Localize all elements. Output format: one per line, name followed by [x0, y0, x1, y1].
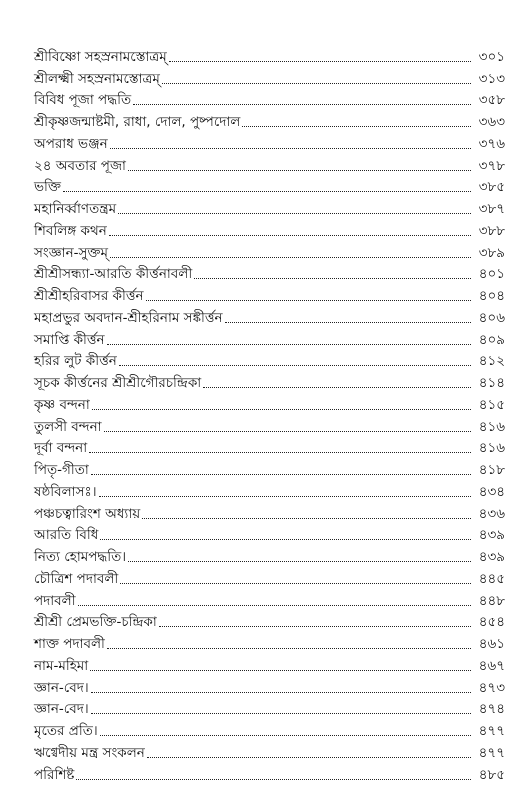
toc-entry-title: মৃতের প্রতি।	[34, 723, 98, 739]
toc-dot-leader	[133, 103, 471, 105]
toc-entry-title: মহাপ্রভুর অবদান-শ্রীহরিনাম সঙ্কীর্ত্তন	[34, 309, 223, 326]
toc-entry-title: ঋগ্বেদীয় মন্ত্র সংকলন	[34, 744, 145, 761]
toc-entry[interactable]	[34, 262, 505, 284]
toc-entry[interactable]	[34, 544, 505, 566]
toc-dot-leader	[147, 756, 471, 758]
toc-entry[interactable]	[34, 479, 505, 501]
toc-entry[interactable]	[34, 218, 505, 240]
toc-entry-title: বিবিধ পূজা পদ্ধতি	[34, 92, 132, 109]
toc-entry[interactable]	[34, 175, 505, 197]
toc-entry-page-number: ৪৩৯	[478, 549, 505, 565]
toc-dot-leader	[90, 669, 471, 671]
toc-dot-leader	[128, 169, 471, 171]
toc-dot-leader	[92, 408, 471, 410]
toc-entry[interactable]	[34, 392, 505, 414]
toc-entry-title: ষষ্ঠবিলাসঃ।	[34, 483, 97, 500]
toc-entry[interactable]	[34, 370, 505, 392]
toc-entry[interactable]	[34, 588, 505, 610]
toc-entry-title: শ্রীলক্ষ্মী সহস্রনামস্তোত্রম্	[34, 70, 160, 87]
toc-entry-page-number: ৩৬৩	[478, 114, 505, 130]
toc-entry-title: জ্ঞান-বেদ।	[34, 679, 89, 696]
toc-entry-title: সংজ্ঞান-সুক্তম্	[34, 244, 109, 261]
toc-entry[interactable]	[34, 414, 505, 436]
toc-entry[interactable]	[34, 44, 505, 66]
toc-entry-title: পদাবলী	[34, 592, 76, 609]
toc-entry-page-number: ৪৬১	[478, 636, 505, 652]
toc-entry[interactable]	[34, 566, 505, 588]
toc-entry-title: মহানির্ব্বাণতন্ত্রম	[34, 201, 117, 217]
toc-entry-title: শ্রীশ্রী প্রেমভক্তি-চন্দ্রিকা	[34, 614, 157, 631]
toc-dot-leader	[169, 60, 471, 62]
toc-dot-leader	[120, 582, 471, 584]
toc-entry-page-number: ৪১৮	[478, 462, 505, 478]
toc-entry-page-number: ৩৮৫	[478, 179, 505, 196]
toc-dot-leader	[107, 343, 471, 345]
toc-entry-title: ২৪ অবতার পূজা	[34, 157, 126, 174]
toc-entry[interactable]	[34, 501, 505, 523]
toc-entry[interactable]	[34, 240, 505, 262]
toc-dot-leader	[162, 82, 471, 84]
toc-dot-leader	[109, 234, 471, 236]
toc-entry-title: পিতৃ-গীতা	[34, 462, 89, 478]
toc-entry[interactable]	[34, 88, 505, 110]
toc-dot-leader	[128, 560, 471, 562]
toc-entry-page-number: ৪০৪	[478, 288, 505, 304]
toc-entry[interactable]	[34, 762, 505, 784]
toc-entry-page-number: ৪১৬	[478, 440, 505, 457]
toc-entry-title: শাক্ত পদাবলী	[34, 636, 105, 652]
toc-dot-leader	[91, 712, 471, 714]
toc-dot-leader	[78, 604, 471, 606]
toc-entry-page-number: ৪৪৫	[478, 570, 505, 587]
toc-entry[interactable]	[34, 109, 505, 131]
toc-entry-title: শ্রীকৃষ্ণজন্মাষ্টমী, রাধা, দোল, পুষ্পদোল	[34, 114, 241, 130]
toc-entry-page-number: ৪৫৪	[478, 614, 505, 631]
toc-entry-page-number: ৩৭৮	[478, 157, 505, 174]
toc-entry-title: ভক্তি	[34, 179, 62, 196]
toc-entry-page-number: ৪৭৭	[478, 723, 505, 739]
toc-entry-title: সূচক কীর্ত্তনের শ্রীশ্রীগৌরচন্দ্রিকা	[34, 375, 202, 391]
toc-entry-title: পঞ্চচত্বারিংশ অধ্যায়	[34, 505, 141, 522]
toc-entry-title: কৃষ্ণ বন্দনা	[34, 396, 90, 413]
toc-dot-leader	[91, 691, 471, 693]
toc-entry-page-number: ৪৩৬	[478, 505, 505, 522]
toc-dot-leader	[63, 190, 471, 192]
toc-entry-title: শ্রীশ্রীহরিবাসর কীর্ত্তন	[34, 288, 144, 304]
toc-entry-page-number: ৩৮৯	[478, 244, 505, 261]
toc-entry-page-number: ৪৮৫	[478, 766, 505, 783]
toc-entry[interactable]	[34, 327, 505, 349]
toc-dot-leader	[107, 647, 471, 649]
toc-entry-page-number: ৩০১	[478, 48, 505, 65]
toc-entry-page-number: ৩৭৬	[478, 135, 505, 152]
toc-entry-page-number: ৪৩৪	[478, 483, 505, 500]
toc-entry[interactable]	[34, 153, 505, 175]
toc-entry-title: অপরাধ ভঞ্জন	[34, 135, 108, 152]
toc-dot-leader	[104, 430, 471, 432]
toc-entry-page-number: ৩৮৮	[478, 222, 505, 239]
toc-dot-leader	[194, 277, 471, 279]
toc-entry-page-number: ৪৭৭	[478, 744, 505, 761]
toc-entry-title: চৌত্রিশ পদাবলী	[34, 570, 119, 587]
toc-dot-leader	[142, 517, 471, 519]
toc-entry-title: শ্রীবিষ্ণো সহস্রনামস্তোত্রম্	[34, 48, 167, 65]
toc-dot-leader	[99, 495, 471, 497]
toc-entry-page-number: ৩১৩	[478, 70, 505, 87]
toc-entry-title: শিবলিঙ্গ কথন	[34, 222, 107, 239]
toc-entry-title: নাম-মহিমা	[34, 657, 89, 674]
toc-entry-page-number: ৪৩৯	[478, 527, 505, 544]
toc-dot-leader	[100, 538, 471, 540]
toc-entry[interactable]	[34, 196, 505, 218]
toc-dot-leader	[76, 778, 471, 780]
toc-entry[interactable]	[34, 131, 505, 153]
toc-entry-page-number: ৪০৯	[478, 331, 505, 348]
toc-entry[interactable]	[34, 653, 505, 675]
toc-dot-leader	[159, 625, 471, 627]
toc-dot-leader	[146, 299, 471, 301]
toc-entry-page-number: ৪৭৩	[478, 679, 505, 696]
toc-entry[interactable]	[34, 740, 505, 762]
toc-entry[interactable]	[34, 523, 505, 545]
toc-dot-leader	[91, 473, 471, 475]
toc-entry[interactable]	[34, 610, 505, 632]
toc-entry-title: হরির লুট কীর্ত্তন	[34, 353, 117, 370]
toc-entry-page-number: ৪৪৮	[478, 592, 505, 609]
toc-entry[interactable]	[34, 718, 505, 740]
toc-entry-title: আরতি বিধি	[34, 527, 99, 544]
toc-dot-leader	[89, 451, 471, 453]
toc-dot-leader	[225, 321, 471, 323]
toc-entry-page-number: ৪১৬	[478, 418, 505, 435]
toc-entry-page-number: ৩৫৮	[478, 92, 505, 109]
toc-entry[interactable]	[34, 697, 505, 719]
toc-entry-page-number: ৪১২	[478, 353, 505, 370]
toc-dot-leader	[203, 386, 471, 388]
toc-entry-page-number: ৪১৪	[478, 375, 505, 391]
toc-entry[interactable]	[34, 631, 505, 653]
toc-dot-leader	[100, 734, 471, 736]
toc-dot-leader	[242, 125, 471, 127]
toc-entry[interactable]	[34, 436, 505, 458]
table-of-contents	[34, 44, 505, 784]
toc-entry-title: দূর্বা বন্দনা	[34, 440, 88, 457]
toc-entry-page-number: ৪৭৪	[478, 701, 505, 718]
toc-entry-page-number: ৪১৫	[478, 396, 505, 413]
toc-entry-title: পরিশিষ্ট	[34, 766, 75, 783]
toc-entry-title: সমাপ্তি কীর্ত্তন	[34, 331, 105, 348]
toc-entry-page-number: ৪৬৭	[478, 657, 505, 674]
toc-entry[interactable]	[34, 675, 505, 697]
toc-entry-title: শ্রীশ্রীসন্ধ্যা-আরতি কীর্ত্তনাবলী	[34, 266, 193, 283]
toc-dot-leader	[118, 212, 471, 214]
toc-dot-leader	[119, 364, 471, 366]
toc-entry-page-number: ৪০১	[478, 266, 505, 283]
toc-entry-page-number: ৩৮৭	[478, 201, 505, 217]
toc-entry[interactable]	[34, 305, 505, 327]
toc-entry[interactable]	[34, 349, 505, 371]
toc-entry[interactable]	[34, 66, 505, 88]
toc-entry-title: নিত্য হোমপদ্ধতি।	[34, 549, 127, 565]
toc-dot-leader	[110, 256, 471, 258]
toc-dot-leader	[110, 147, 471, 149]
toc-entry-title: তুলসী বন্দনা	[34, 418, 102, 435]
toc-entry[interactable]	[34, 457, 505, 479]
toc-entry[interactable]	[34, 283, 505, 305]
toc-entry-title: জ্ঞান-বেদ।	[34, 701, 89, 718]
toc-entry-page-number: ৪০৬	[478, 309, 505, 326]
